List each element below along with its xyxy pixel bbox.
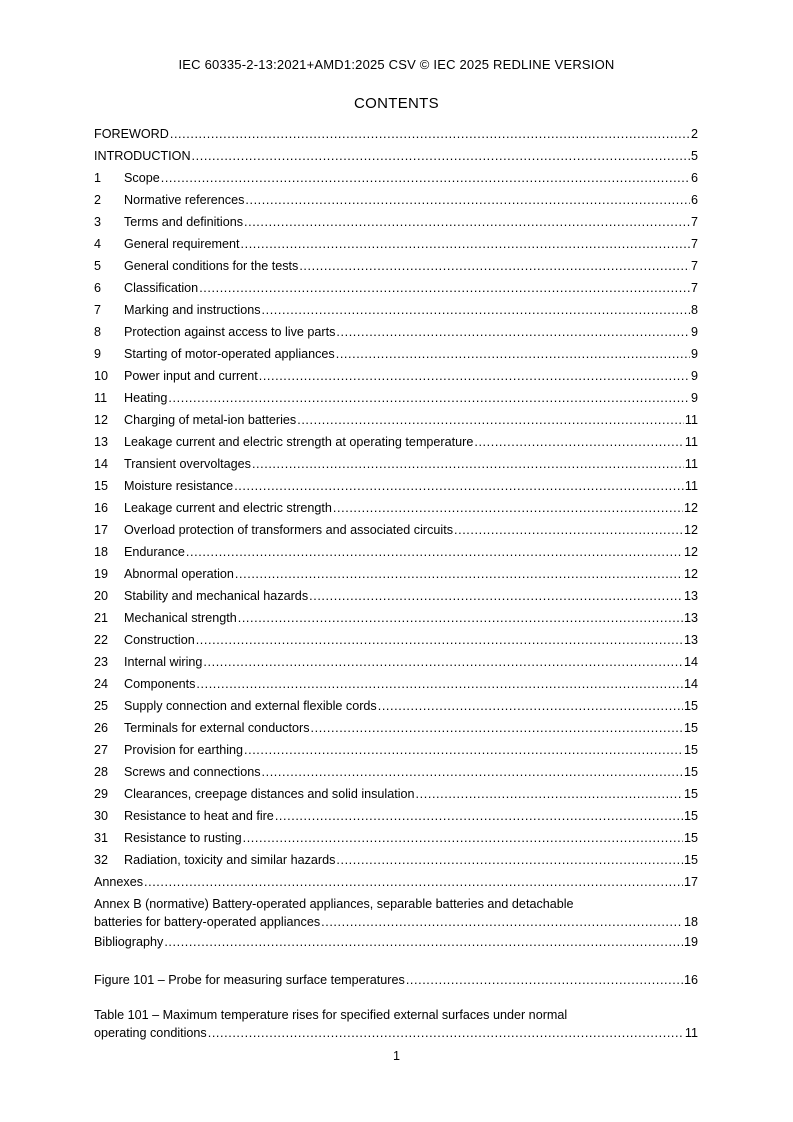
toc-entry-label: INTRODUCTION <box>94 149 191 163</box>
toc-entry-label: Bibliography <box>94 935 164 949</box>
toc-entry-clause[interactable] <box>94 499 698 517</box>
toc-entry-page: 7 <box>690 215 698 229</box>
toc-clause-number: 22 <box>94 633 109 647</box>
toc-entry-clause[interactable] <box>94 785 698 803</box>
toc-clause-number: 6 <box>94 281 102 295</box>
toc-entry-label: Heating <box>124 391 168 405</box>
toc-entry-clause[interactable] <box>94 279 698 297</box>
toc-entry-label: Abnormal operation <box>124 567 234 581</box>
toc-entry-label: Clearances, creepage distances and solid insulation <box>124 787 415 801</box>
toc-entry-label: Mechanical strength <box>124 611 237 625</box>
toc-entry-clause[interactable] <box>94 301 698 319</box>
toc-leader-dots <box>333 499 683 517</box>
toc-entry-label: Terms and definitions <box>124 215 244 229</box>
toc-leader-dots <box>245 191 690 209</box>
toc-entry-page: 6 <box>690 193 698 207</box>
toc-entry-clause[interactable] <box>94 213 698 231</box>
toc-entry-page: 12 <box>683 545 698 559</box>
toc-entry-page: 15 <box>683 853 698 867</box>
toc-entry-clause[interactable] <box>94 609 698 627</box>
toc-entry-clause[interactable] <box>94 323 698 341</box>
toc-leader-dots <box>164 933 683 951</box>
toc-entry-label: General conditions for the tests <box>124 259 299 273</box>
toc-entry-label: Supply connection and external flexible cords <box>124 699 377 713</box>
toc-entry-label: Normative references <box>124 193 245 207</box>
toc-entry-page: 12 <box>683 523 698 537</box>
toc-entry-page: 16 <box>683 973 698 987</box>
toc-entry-clause[interactable] <box>94 829 698 847</box>
toc-entry-label: Power input and current <box>124 369 258 383</box>
toc-clause-number: 16 <box>94 501 109 515</box>
toc-leader-dots <box>186 543 683 561</box>
toc-entry-label: Leakage current and electric strength at operating temperature <box>124 435 474 449</box>
toc-leader-dots <box>170 125 690 143</box>
toc-leader-dots <box>262 301 690 319</box>
toc-entry-clause[interactable] <box>94 235 698 253</box>
toc-leader-dots <box>309 587 683 605</box>
toc-entry-label: Endurance <box>124 545 185 559</box>
toc-entry-clause[interactable] <box>94 367 698 385</box>
toc-entry-clause[interactable] <box>94 653 698 671</box>
toc-entry-label: Terminals for external conductors <box>124 721 310 735</box>
toc-leader-dots <box>199 279 690 297</box>
toc-entry-clause[interactable] <box>94 741 698 759</box>
toc-entry-page: 5 <box>690 149 698 163</box>
toc-clause-number: 12 <box>94 413 109 427</box>
toc-clause-number: 9 <box>94 347 102 361</box>
toc-clause-number: 17 <box>94 523 109 537</box>
toc-leader-dots <box>454 521 683 539</box>
toc-clause-number: 24 <box>94 677 109 691</box>
toc-entry-page: 11 <box>684 435 698 449</box>
toc-clause-number: 27 <box>94 743 109 757</box>
toc-leader-dots <box>241 235 690 253</box>
toc-entry-annex-b[interactable] <box>94 895 698 931</box>
toc-entry-page: 7 <box>690 281 698 295</box>
toc-entry-label: Scope <box>124 171 160 185</box>
toc-entry-page: 13 <box>683 589 698 603</box>
toc-leader-dots <box>244 741 683 759</box>
toc-entry-label: Figure 101 – Probe for measuring surface temperatures <box>94 973 405 987</box>
toc-entry-label: Screws and connections <box>124 765 261 779</box>
toc-clause-number: 21 <box>94 611 109 625</box>
toc-leader-dots <box>196 675 683 693</box>
toc-entry-label-line1: Annex B (normative) Battery-operated appliances, separable batteries and detachable <box>94 897 574 911</box>
toc-entry-clause[interactable] <box>94 719 698 737</box>
toc-entry-label: Resistance to rusting <box>124 831 242 845</box>
toc-entry-clause[interactable] <box>94 169 698 187</box>
toc-entry-label: Provision for earthing <box>124 743 244 757</box>
toc-entry-annexes[interactable] <box>94 873 698 891</box>
toc-leader-dots <box>238 609 683 627</box>
toc-entry-label: Moisture resistance <box>124 479 234 493</box>
toc-leader-dots <box>336 851 683 869</box>
toc-entry-page: 15 <box>683 787 698 801</box>
toc-clause-number: 7 <box>94 303 102 317</box>
toc-clause-number: 25 <box>94 699 109 713</box>
toc-entry-clause[interactable] <box>94 565 698 583</box>
document-header: IEC 60335-2-13:2021+AMD1:2025 CSV © IEC 2025 REDLINE VERSION <box>178 57 615 72</box>
toc-entry-clause[interactable] <box>94 191 698 209</box>
toc-leader-dots <box>161 169 690 187</box>
toc-entry-label-line2: operating conditions <box>94 1026 207 1040</box>
toc-entry-label: Internal wiring <box>124 655 203 669</box>
toc-entry-page: 2 <box>690 127 698 141</box>
toc-entry-label-line1: Table 101 – Maximum temperature rises for specified external surfaces under normal <box>94 1008 568 1022</box>
toc-leader-dots <box>336 345 690 363</box>
toc-entry-line2 <box>94 913 698 931</box>
toc-entry-label: Resistance to heat and fire <box>124 809 274 823</box>
toc-leader-dots <box>275 807 683 825</box>
toc-clause-number: 31 <box>94 831 109 845</box>
toc-leader-dots <box>336 323 690 341</box>
toc-entry-page: 15 <box>683 743 698 757</box>
toc-entry-page: 17 <box>683 875 698 889</box>
toc-clause-number: 26 <box>94 721 109 735</box>
toc-entry-bibliography[interactable] <box>94 933 698 951</box>
toc-clause-number: 2 <box>94 193 102 207</box>
toc-leader-dots <box>259 367 690 385</box>
toc-entry-page: 11 <box>684 1026 698 1040</box>
toc-entry-label-line2: batteries for battery-operated appliances <box>94 915 321 929</box>
toc-leader-dots <box>192 147 690 165</box>
toc-entry-clause[interactable] <box>94 455 698 473</box>
toc-entry-clause[interactable] <box>94 543 698 561</box>
toc-clause-number: 14 <box>94 457 109 471</box>
toc-entry-clause[interactable] <box>94 411 698 429</box>
toc-entry-page: 9 <box>690 391 698 405</box>
toc-entry-page: 18 <box>683 915 698 929</box>
toc-entry-label: Classification <box>124 281 199 295</box>
toc-entry-line2 <box>94 1024 698 1042</box>
toc-entry-label: Starting of motor-operated appliances <box>124 347 335 361</box>
toc-clause-number: 32 <box>94 853 109 867</box>
toc-entry-page: 15 <box>683 809 698 823</box>
toc-entry-page: 15 <box>683 721 698 735</box>
toc-clause-number: 20 <box>94 589 109 603</box>
toc-leader-dots <box>474 433 684 451</box>
toc-entry-page: 19 <box>683 935 698 949</box>
toc-leader-dots <box>235 565 683 583</box>
toc-leader-dots <box>244 213 690 231</box>
toc-entry-page: 11 <box>684 413 698 427</box>
toc-leader-dots <box>321 913 683 931</box>
toc-clause-number: 3 <box>94 215 102 229</box>
toc-entry-label: Annexes <box>94 875 144 889</box>
toc-entry-page: 12 <box>683 567 698 581</box>
page-number: 1 <box>392 1049 400 1063</box>
toc-entry-page: 6 <box>690 171 698 185</box>
toc-leader-dots <box>252 455 684 473</box>
toc-entry-clause[interactable] <box>94 807 698 825</box>
toc-clause-number: 30 <box>94 809 109 823</box>
toc-entry-clause[interactable] <box>94 851 698 869</box>
toc-entry-clause[interactable] <box>94 433 698 451</box>
toc-entry-clause[interactable] <box>94 763 698 781</box>
toc-entry-introduction[interactable] <box>94 147 698 165</box>
toc-leader-dots <box>168 389 690 407</box>
toc-clause-number: 23 <box>94 655 109 669</box>
toc-entry-page: 13 <box>683 633 698 647</box>
toc-clause-number: 1 <box>94 171 102 185</box>
toc-entry-page: 13 <box>683 611 698 625</box>
toc-entry-clause[interactable] <box>94 631 698 649</box>
contents-title: CONTENTS <box>354 95 439 112</box>
toc-leader-dots <box>203 653 683 671</box>
toc-clause-number: 28 <box>94 765 109 779</box>
toc-entry-page: 12 <box>683 501 698 515</box>
toc-entry-page: 9 <box>690 325 698 339</box>
toc-entry-page: 8 <box>690 303 698 317</box>
toc-entry-page: 9 <box>690 369 698 383</box>
toc-leader-dots <box>311 719 683 737</box>
toc-entry-label: Charging of metal-ion batteries <box>124 413 297 427</box>
toc-leader-dots <box>416 785 683 803</box>
toc-entry-figure-101[interactable] <box>94 971 698 989</box>
toc-clause-number: 19 <box>94 567 109 581</box>
toc-leader-dots <box>406 971 683 989</box>
toc-leader-dots <box>262 763 683 781</box>
toc-entry-clause[interactable] <box>94 345 698 363</box>
toc-entry-page: 15 <box>683 765 698 779</box>
toc-entry-page: 15 <box>683 699 698 713</box>
toc-entry-label: Construction <box>124 633 195 647</box>
toc-clause-number: 5 <box>94 259 102 273</box>
toc-entry-label: General requirement <box>124 237 240 251</box>
toc-entry-label: Overload protection of transformers and associated circuits <box>124 523 453 537</box>
toc-clause-number: 8 <box>94 325 102 339</box>
toc-leader-dots <box>208 1024 684 1042</box>
toc-entry-label: Protection against access to live parts <box>124 325 336 339</box>
toc-leader-dots <box>144 873 683 891</box>
toc-entry-clause[interactable] <box>94 389 698 407</box>
toc-entry-label: Components <box>124 677 196 691</box>
toc-entry-clause[interactable] <box>94 697 698 715</box>
toc-entry-foreword[interactable] <box>94 125 698 143</box>
toc-clause-number: 18 <box>94 545 109 559</box>
toc-leader-dots <box>196 631 683 649</box>
toc-entry-label: Radiation, toxicity and similar hazards <box>124 853 336 867</box>
toc-entry-label: Leakage current and electric strength <box>124 501 332 515</box>
toc-entry-clause[interactable] <box>94 521 698 539</box>
toc-entry-page: 9 <box>690 347 698 361</box>
toc-clause-number: 11 <box>94 391 108 405</box>
toc-leader-dots <box>243 829 683 847</box>
toc-leader-dots <box>378 697 683 715</box>
toc-clause-number: 29 <box>94 787 109 801</box>
toc-entry-page: 7 <box>690 259 698 273</box>
toc-entry-page: 11 <box>684 479 698 493</box>
toc-leader-dots <box>299 257 690 275</box>
toc-entry-label: Stability and mechanical hazards <box>124 589 309 603</box>
toc-leader-dots <box>234 477 684 495</box>
toc-leader-dots <box>297 411 684 429</box>
toc-entry-clause[interactable] <box>94 477 698 495</box>
toc-clause-number: 4 <box>94 237 102 251</box>
toc-clause-number: 10 <box>94 369 109 383</box>
toc-entry-clause[interactable] <box>94 257 698 275</box>
toc-entry-page: 14 <box>683 655 698 669</box>
toc-entry-label: Marking and instructions <box>124 303 261 317</box>
toc-entry-table-101[interactable] <box>94 1006 698 1042</box>
toc-entry-label: FOREWORD <box>94 127 169 141</box>
toc-entry-clause[interactable] <box>94 587 698 605</box>
toc-clause-number: 13 <box>94 435 109 449</box>
toc-clause-number: 15 <box>94 479 109 493</box>
toc-entry-page: 14 <box>683 677 698 691</box>
toc-entry-clause[interactable] <box>94 675 698 693</box>
toc-entry-page: 7 <box>690 237 698 251</box>
toc-entry-page: 15 <box>683 831 698 845</box>
toc-entry-label: Transient overvoltages <box>124 457 251 471</box>
toc-entry-page: 11 <box>684 457 698 471</box>
